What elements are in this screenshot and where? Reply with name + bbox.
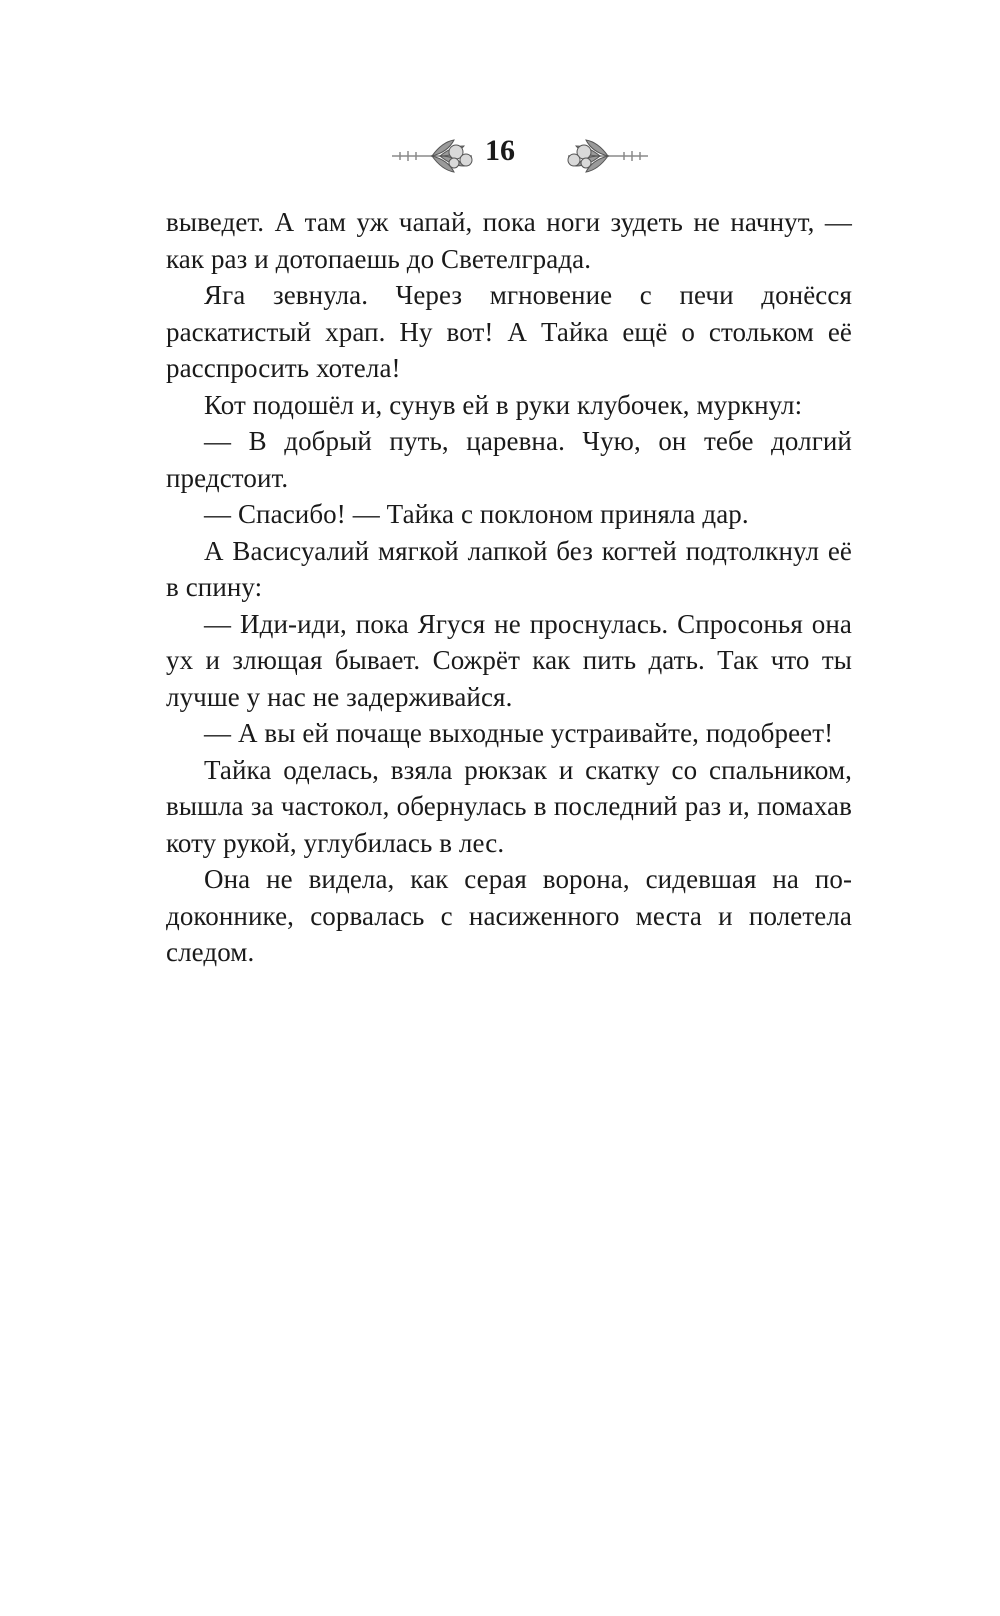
paragraph: А Васисуалий мягкой лапкой без когтей подтолкнул её в спину: (166, 535, 852, 602)
ornament-right-icon (556, 136, 648, 176)
paragraph: выведет. А там уж чапай, пока ноги зудеть не начнут, — как раз и дотопаешь до Светелграда. (166, 207, 852, 274)
paragraph: Кот подошёл и, сунув ей в руки клубочек, муркнул: (204, 389, 803, 420)
paragraph: — Спасибо! — Тайка с поклоном приняла дар. (204, 499, 749, 529)
page-number: 16 (485, 134, 515, 167)
paragraph: Тайка оделась, взяла рюкзак и скатку со спальником, вышла за частокол, обернулась в последний раз и, помахав коту рукой, углубилась в лес. (166, 754, 852, 858)
page-header (0, 128, 1000, 184)
body-text (166, 204, 852, 971)
paragraph: — А вы ей почаще выходные устраивайте, подобреет! (204, 718, 834, 748)
paragraph: — Иди-иди, пока Ягуся не проснулась. Спросонья она ух и злющая бывает. Сожрёт как пить дать. Так что ты лучше у нас не задерживайся. (166, 608, 852, 712)
paragraph: — В добрый путь, царевна. Чую, он тебе долгий предстоит. (166, 426, 852, 493)
paragraph: Она не видела, как серая ворона, сидевшая на подоконнике, сорвалась с насиженного места и полетела следом. (166, 864, 852, 967)
paragraph: Яга зевнула. Через мгновение с печи донёсся раскатистый храп. Ну вот! А Тайка ещё о стольком её расспросить хотела! (166, 280, 852, 383)
